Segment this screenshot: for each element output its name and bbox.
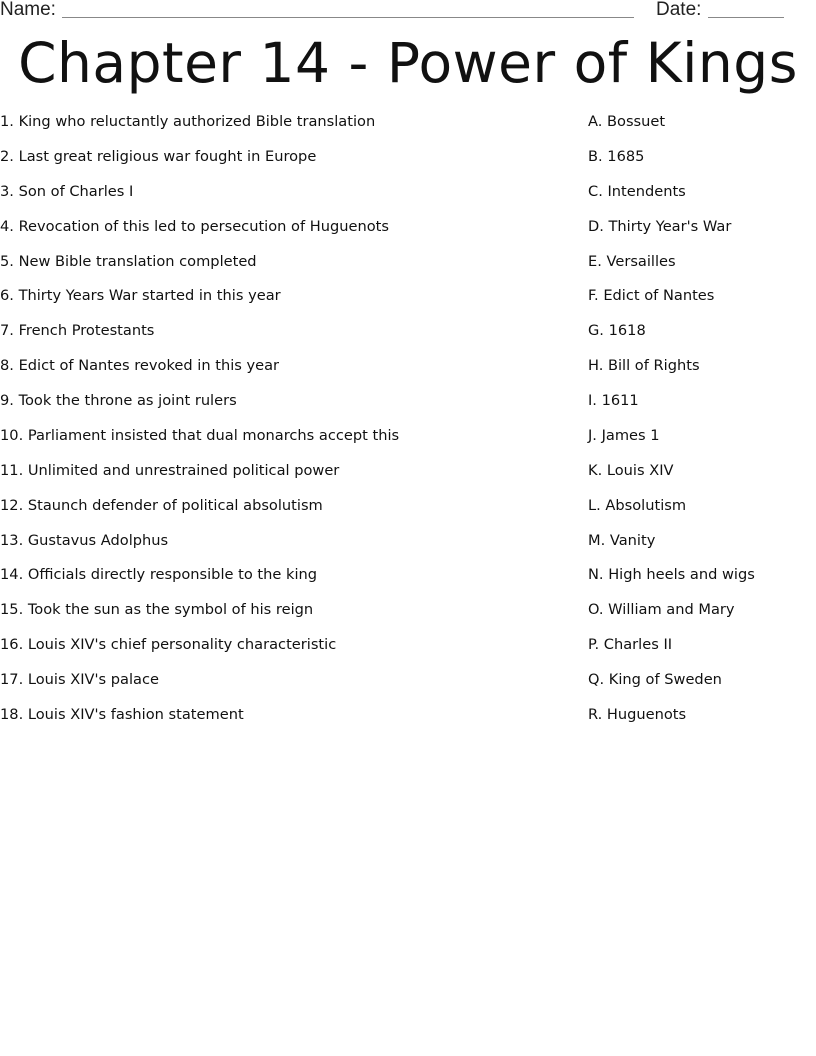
clue-item: 14. Officials directly responsible to the king <box>0 566 318 584</box>
answer-item: L. Absolutism <box>588 496 687 514</box>
clue-item: 10. Parliament insisted that dual monarchs accept this <box>0 426 400 444</box>
answer-item: F. Edict of Nantes <box>588 287 715 305</box>
clue-item: 17. Louis XIV's palace <box>0 671 159 688</box>
answer-item: O. William and Mary <box>588 601 735 619</box>
answer-item: G. 1618 <box>588 322 646 340</box>
page-title: Chapter 14 - Power of Kings <box>18 31 798 95</box>
clue-item: 12. Staunch defender of political absolutism <box>0 496 323 514</box>
clue-item: 16. Louis XIV's chief personality characteristic <box>0 636 337 654</box>
clue-item: 5. New Bible translation completed <box>0 252 257 270</box>
answer-item: C. Intendents <box>588 182 686 200</box>
clue-item: 11. Unlimited and unrestrained political power <box>0 461 340 479</box>
name-blank-line <box>62 17 634 18</box>
clue-item: 6. Thirty Years War started in this year <box>0 287 281 305</box>
clue-item: 2. Last great religious war fought in Europe <box>0 147 317 165</box>
answer-item: B. 1685 <box>588 147 645 165</box>
date-label: Date: <box>656 0 702 20</box>
clue-item: 13. Gustavus Adolphus <box>0 531 169 549</box>
clue-list <box>0 112 560 740</box>
answer-item: E. Versailles <box>588 252 676 270</box>
answer-item: N. High heels and wigs <box>588 566 755 584</box>
answer-list <box>588 112 808 740</box>
clue-item: 15. Took the sun as the symbol of his reign <box>0 601 314 619</box>
answer-item: K. Louis XIV <box>588 461 674 479</box>
answer-item: A. Bossuet <box>588 113 666 130</box>
header <box>0 0 816 24</box>
clue-item: 1. King who reluctantly authorized Bible translation <box>0 113 376 130</box>
answer-item: J. James 1 <box>588 426 660 444</box>
clue-item: 18. Louis XIV's fashion statement <box>0 705 244 723</box>
clue-item: 7. French Protestants <box>0 322 155 340</box>
date-blank-line <box>708 17 784 18</box>
clue-item: 9. Took the throne as joint rulers <box>0 392 237 409</box>
name-label: Name: <box>0 0 56 20</box>
answer-item: I. 1611 <box>588 392 639 409</box>
answer-item: H. Bill of Rights <box>588 357 700 375</box>
answer-item: P. Charles II <box>588 636 673 654</box>
answer-item: M. Vanity <box>588 531 656 549</box>
answer-item: D. Thirty Year's War <box>588 217 732 235</box>
clue-item: 4. Revocation of this led to persecution of Huguenots <box>0 217 389 235</box>
answer-item: R. Huguenots <box>588 705 687 723</box>
answer-item: Q. King of Sweden <box>588 671 722 688</box>
clue-item: 3. Son of Charles I <box>0 182 134 200</box>
clue-item: 8. Edict of Nantes revoked in this year <box>0 357 280 375</box>
